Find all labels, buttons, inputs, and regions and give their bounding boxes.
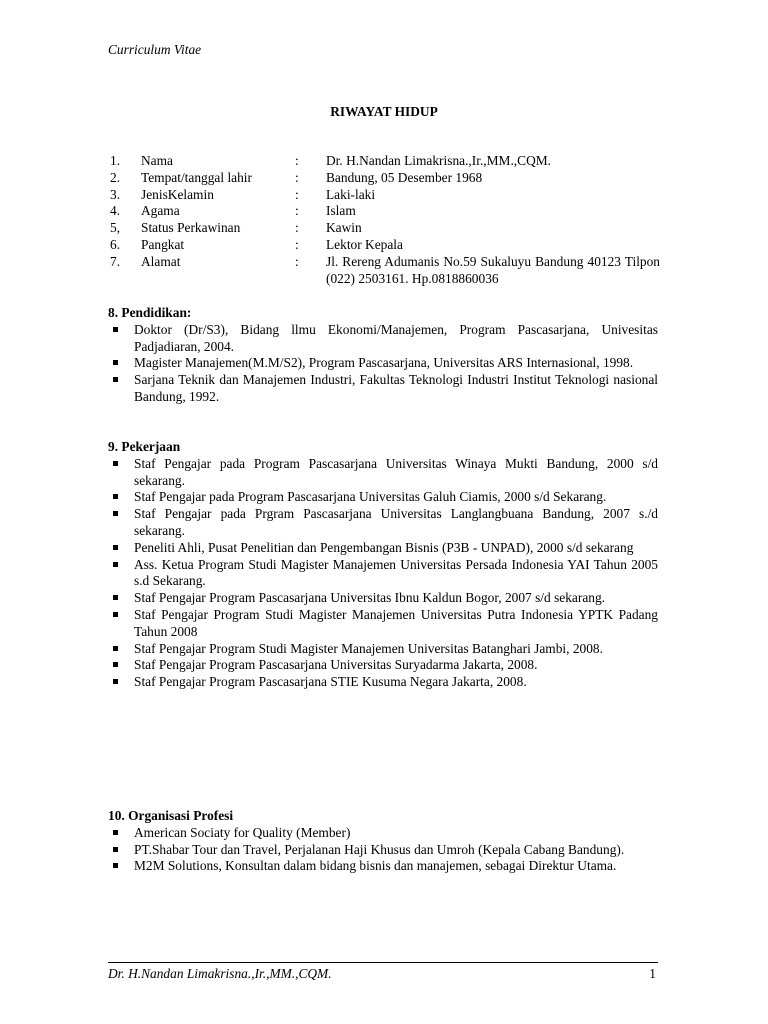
bio-colon: : bbox=[295, 153, 299, 168]
bio-row bbox=[108, 187, 660, 204]
list-item bbox=[108, 825, 658, 842]
bio-label: Pangkat bbox=[141, 236, 185, 252]
bio-label: Alamat bbox=[141, 253, 181, 269]
bullet-icon bbox=[113, 511, 118, 516]
bio-row bbox=[108, 254, 660, 288]
list-item bbox=[108, 641, 658, 658]
bullet-icon bbox=[113, 863, 118, 868]
bio-number: 6. bbox=[110, 236, 121, 252]
list-item bbox=[108, 842, 658, 859]
section-pekerjaan bbox=[108, 439, 658, 691]
bio-row bbox=[108, 220, 660, 237]
list-item bbox=[108, 674, 658, 691]
bio-value: Jl. Rereng Adumanis No.59 Sukaluyu Bandung 40123 Tilpon (022) 2503161. Hp.0818860036 bbox=[326, 253, 660, 286]
list-item-text: Staf Pengajar Program Studi Magister Manajemen Universitas Batanghari Jambi, 2008. bbox=[134, 640, 603, 656]
bio-label: Tempat/tanggal lahir bbox=[141, 169, 252, 185]
bio-value: Laki-laki bbox=[326, 186, 376, 202]
bio-colon: : bbox=[295, 186, 299, 202]
document-title: RIWAYAT HIDUP bbox=[330, 104, 438, 119]
bio-value: Kawin bbox=[326, 220, 362, 236]
bio-row bbox=[108, 237, 660, 254]
list-item bbox=[108, 489, 658, 506]
bio-number: 7. bbox=[110, 253, 121, 269]
bullet-icon bbox=[113, 461, 118, 466]
bullet-icon bbox=[113, 612, 118, 617]
list-item-text: Staf Pengajar Program Studi Magister Manajemen Universitas Putra Indonesia YPTK Padang Tahun 2008 bbox=[134, 606, 658, 639]
list-item bbox=[108, 372, 658, 406]
work-list bbox=[108, 456, 658, 691]
bio-number: 5, bbox=[110, 220, 121, 236]
bio-colon: : bbox=[295, 253, 299, 269]
bio-row bbox=[108, 203, 660, 220]
bullet-icon bbox=[113, 847, 118, 852]
bio-number: 4. bbox=[110, 203, 121, 219]
list-item bbox=[108, 590, 658, 607]
list-item bbox=[108, 540, 658, 557]
list-item-text: Peneliti Ahli, Pusat Penelitian dan Pengembangan Bisnis (P3B - UNPAD), 2000 s/d sekarang bbox=[134, 539, 634, 555]
list-item-text: Staf Pengajar Program Pascasarjana Universitas Suryadarma Jakarta, 2008. bbox=[134, 657, 538, 673]
bullet-icon bbox=[113, 360, 118, 365]
footer-divider bbox=[108, 962, 658, 963]
bio-label: Status Perkawinan bbox=[141, 220, 241, 236]
bullet-icon bbox=[113, 377, 118, 382]
footer-author: Dr. H.Nandan Limakrisna.,Ir.,MM.,CQM. bbox=[108, 966, 332, 981]
list-item-text: Staf Pengajar Program Pascasarjana Universitas Ibnu Kaldun Bogor, 2007 s/d sekarang. bbox=[134, 590, 605, 606]
bio-colon: : bbox=[295, 169, 299, 185]
list-item-text: Ass. Ketua Program Studi Magister Manajemen Universitas Persada Indonesia YAI Tahun 2005 s.d Sekarang. bbox=[134, 556, 658, 589]
bullet-icon bbox=[113, 327, 118, 332]
list-item bbox=[108, 657, 658, 674]
bio-row bbox=[108, 153, 660, 170]
bio-label: Nama bbox=[141, 153, 173, 168]
section-pendidikan bbox=[108, 305, 658, 406]
running-header: Curriculum Vitae bbox=[108, 42, 202, 57]
list-item-text: Staf Pengajar Program Pascasarjana STIE Kusuma Negara Jakarta, 2008. bbox=[134, 674, 527, 690]
list-item-text: Staf Pengajar pada Prgram Pascasarjana Universitas Langlangbuana Bandung, 2007 s./d sekarang. bbox=[134, 506, 658, 538]
bio-row bbox=[108, 170, 660, 187]
education-list bbox=[108, 322, 658, 406]
bio-label: Agama bbox=[141, 203, 180, 219]
bullet-icon bbox=[113, 562, 118, 567]
organization-list bbox=[108, 825, 658, 875]
bio-colon: : bbox=[295, 220, 299, 236]
list-item bbox=[108, 456, 658, 490]
bullet-icon bbox=[113, 830, 118, 835]
list-item bbox=[108, 858, 658, 875]
bio-value: Islam bbox=[326, 203, 356, 219]
list-item-text: Staf Pengajar pada Program Pascasarjana Universitas Galuh Ciamis, 2000 s/d Sekarang. bbox=[134, 489, 607, 505]
list-item bbox=[108, 322, 658, 356]
list-item-text: Doktor (Dr/S3), Bidang llmu Ekonomi/Manajemen, Program Pascasarjana, Univesitas Padjadiaran, 2004. bbox=[134, 321, 658, 354]
bio-colon: : bbox=[295, 236, 299, 252]
personal-data-list bbox=[108, 153, 660, 287]
bio-value: Bandung, 05 Desember 1968 bbox=[326, 169, 483, 185]
list-item bbox=[108, 355, 658, 372]
bullet-icon bbox=[113, 545, 118, 550]
list-item-text: M2M Solutions, Konsultan dalam bidang bisnis dan manajemen, sebagai Direktur Utama. bbox=[134, 858, 617, 874]
bio-number: 1. bbox=[110, 153, 121, 168]
bullet-icon bbox=[113, 595, 118, 600]
list-item bbox=[108, 557, 658, 591]
bio-number: 2. bbox=[110, 169, 121, 185]
bullet-icon bbox=[113, 494, 118, 499]
bullet-icon bbox=[113, 662, 118, 667]
section-organisasi bbox=[108, 808, 658, 875]
list-item-text: Sarjana Teknik dan Manajemen Industri, Fakultas Teknologi Industri Institut Teknologi nasional Bandung, 1992. bbox=[134, 372, 658, 404]
list-item-text: Staf Pengajar pada Program Pascasarjana Universitas Winaya Mukti Bandung, 2000 s/d sekarang. bbox=[134, 455, 658, 488]
bio-number: 3. bbox=[110, 186, 121, 202]
bullet-icon bbox=[113, 646, 118, 651]
list-item-text: Magister Manajemen(M.M/S2), Program Pascasarjana, Universitas ARS Internasional, 1998. bbox=[134, 355, 634, 371]
page-number: 1 bbox=[649, 966, 656, 981]
bullet-icon bbox=[113, 679, 118, 684]
section-title: 9. Pekerjaan bbox=[108, 439, 181, 454]
bio-value: Lektor Kepala bbox=[326, 236, 403, 252]
bio-label: JenisKelamin bbox=[141, 186, 214, 202]
list-item bbox=[108, 607, 658, 641]
bio-colon: : bbox=[295, 203, 299, 219]
section-title: 8. Pendidikan: bbox=[108, 305, 192, 320]
list-item-text: American Sociaty for Quality (Member) bbox=[134, 824, 351, 840]
list-item bbox=[108, 506, 658, 540]
section-title: 10. Organisasi Profesi bbox=[108, 808, 234, 823]
bio-value: Dr. H.Nandan Limakrisna.,Ir.,MM.,CQM. bbox=[326, 153, 552, 168]
list-item-text: PT.Shabar Tour dan Travel, Perjalanan Haji Khusus dan Umroh (Kepala Cabang Bandung). bbox=[134, 841, 625, 857]
